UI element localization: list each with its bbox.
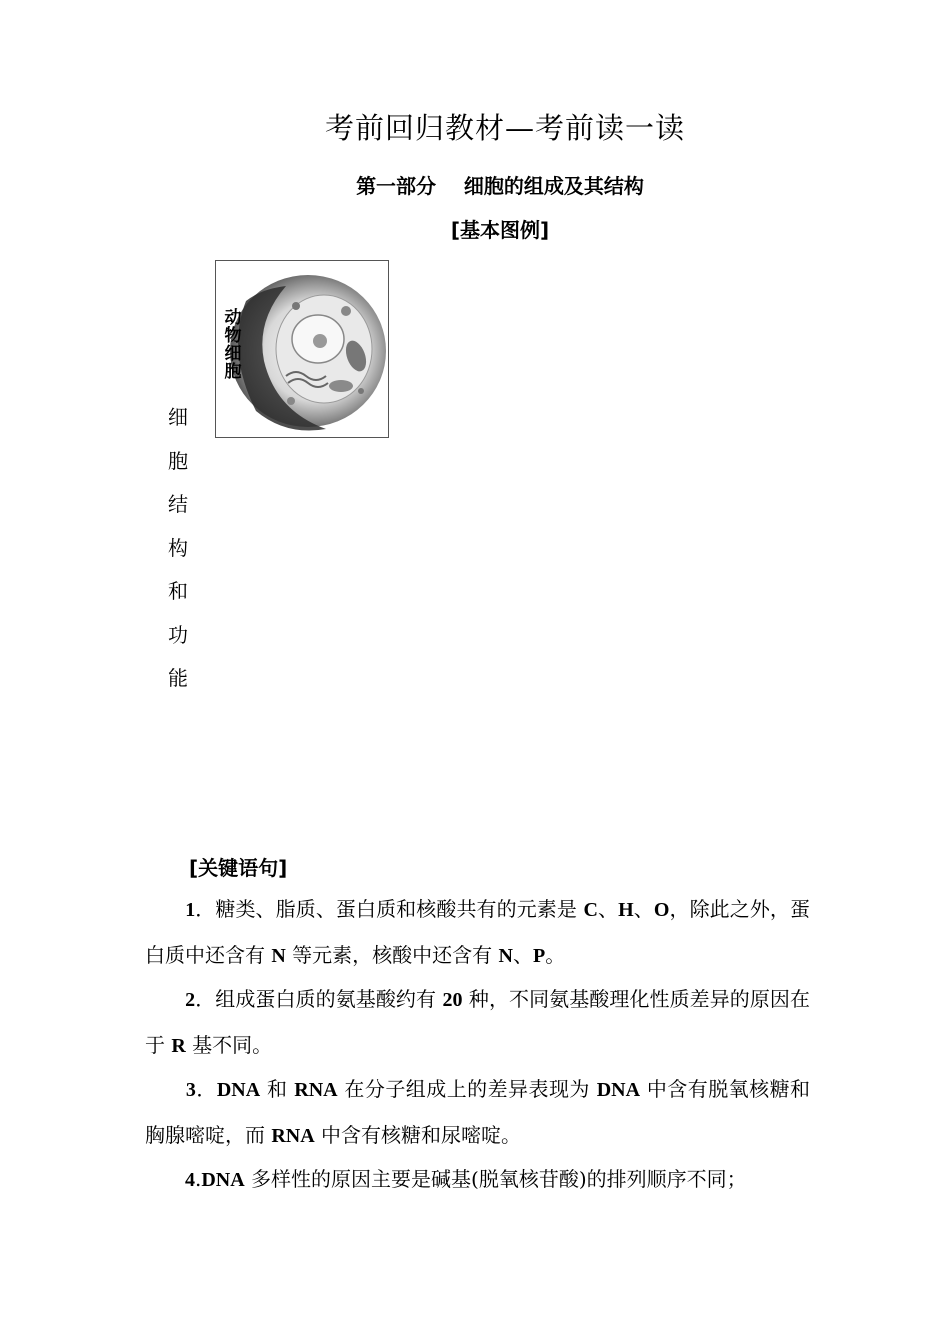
nucleolus-shape <box>313 334 327 348</box>
animal-cell-figure <box>215 260 389 438</box>
bold-term: O <box>653 899 670 921</box>
figure-label <box>222 309 244 381</box>
key-sentence-3: 3．DNA 和 RNA 在分子组成上的差异表现为 DNA 中含有脱氧核糖和胸腺嘧啶，而 RNA 中含有核糖和尿嘧啶。 <box>145 1077 811 1147</box>
key-sentence-1: 1．糖类、脂质、蛋白质和核酸共有的元素是 C、H、O，除此之外，蛋白质中还含有 N 等元素，核酸中还含有 N、P。 <box>145 897 811 967</box>
item-number: 4 <box>185 1169 195 1191</box>
bold-term: N <box>271 945 286 967</box>
side-label-char: 功 <box>168 622 188 647</box>
bold-term: R <box>171 1035 186 1057</box>
figure-label-char: 细 <box>224 344 242 364</box>
key-sentences-heading: [关键语句] <box>189 856 288 880</box>
bold-term: DNA <box>216 1079 261 1101</box>
section-subtitle: 第一部分 细胞的组成及其结构 <box>356 174 644 198</box>
bold-term: C <box>583 899 598 921</box>
figure-label-char: 动 <box>224 308 242 328</box>
side-label-char: 结 <box>168 492 188 516</box>
item-number: 3 <box>185 1079 196 1101</box>
bold-term: DNA <box>596 1079 641 1101</box>
page-title: 考前回归教材—考前读一读 <box>324 111 685 145</box>
figure-label-char: 物 <box>224 326 242 346</box>
bold-term: RNA <box>294 1079 338 1101</box>
bold-term: 20 <box>442 989 463 1011</box>
item-number: 1 <box>185 899 196 921</box>
bold-term: N <box>498 945 513 967</box>
vesicle-shape <box>292 302 300 310</box>
figure-label-char: 胞 <box>224 362 242 382</box>
side-label-char: 细 <box>168 405 188 429</box>
key-sentence-4: 4.DNA 多样性的原因主要是碱基(脱氧核苷酸)的排列顺序不同； <box>185 1167 747 1191</box>
side-label-char: 构 <box>168 535 188 560</box>
basic-figures-heading: [基本图例] <box>450 218 550 242</box>
side-label-char: 胞 <box>168 448 188 473</box>
side-label-char: 能 <box>168 666 188 690</box>
vesicle-shape <box>341 306 351 316</box>
bold-term: DNA <box>201 1169 245 1191</box>
side-label-char: 和 <box>168 579 188 603</box>
item-number: 2 <box>185 989 196 1011</box>
vesicle-shape <box>358 388 364 394</box>
mitochondrion-shape <box>329 380 353 392</box>
bold-term: H <box>618 899 634 921</box>
vesicle-shape <box>287 397 295 405</box>
key-sentence-2: 2．组成蛋白质的氨基酸约有 20 种，不同氨基酸理化性质差异的原因在于 R 基不同。 <box>145 987 811 1057</box>
bold-term: RNA <box>271 1125 315 1147</box>
side-label <box>164 396 192 701</box>
bold-term: P <box>532 945 546 967</box>
